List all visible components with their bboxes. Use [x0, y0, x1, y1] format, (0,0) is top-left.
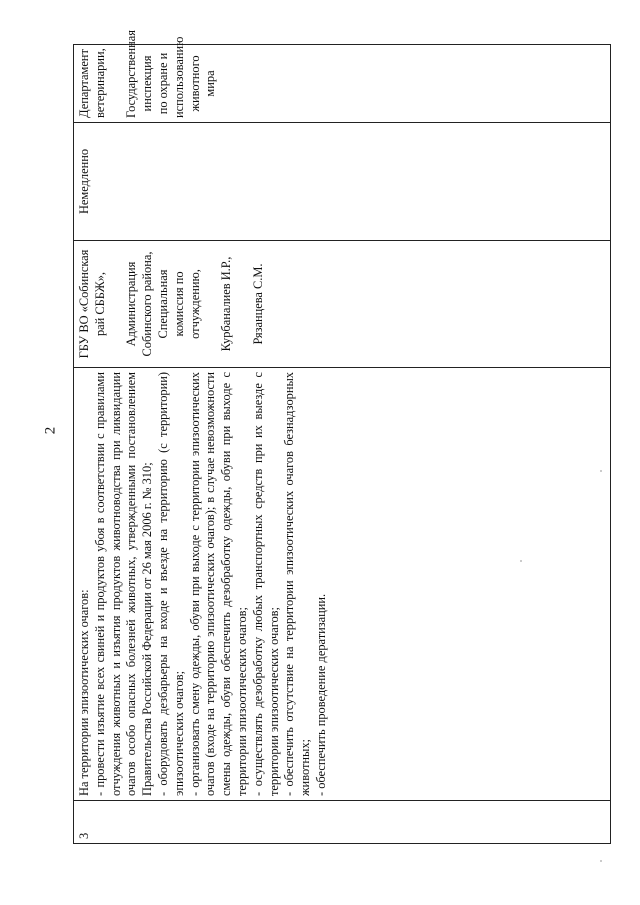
scan-speck: [600, 470, 602, 472]
supervisor-inspection: Государственная инспекция по охране и использованию животного мира: [124, 30, 218, 118]
measure-item: - обеспечить отсутствие на территории эпизоотических очагов безнадзорных животных;: [282, 372, 313, 796]
scan-speck: [520, 560, 522, 562]
supervisor-department: Департамент ветеринарии,: [77, 48, 107, 118]
row-number: 3: [77, 832, 91, 839]
measures-table: [73, 30, 611, 844]
rotated-table-wrapper: [73, 30, 611, 844]
measure-item: - обеспечить проведение дератизации.: [313, 593, 328, 796]
measures-heading: На территории эпизоотических очагов:: [77, 589, 91, 796]
row-number-cell: [74, 801, 611, 844]
page-number: 2: [42, 426, 59, 435]
responsible-institution: ГБУ ВО «Собинская рай СББЖ»,: [77, 249, 107, 359]
deadline: Немедленно: [77, 148, 91, 215]
measure-item: - оборудовать дезбарьеры на входе и въезде на территорию (с территории) эпизоотических очагов;: [155, 372, 186, 796]
responsible-cell: [74, 241, 611, 368]
table-row: [74, 45, 611, 844]
scan-speck: [600, 860, 602, 862]
responsible-commission: Специальная комиссия по отчуждению,: [155, 269, 202, 339]
responsible-administration: Администрация Собинского района,: [124, 251, 155, 357]
measure-item: - организовать смену одежды, обуви при выходе с территории эпизоотических очагов (входе на территорию эпизоотических очагов); в случае невозможности смены одежды, обуви обеспечить дезобработку одежды, обуви при выходе с территории эпизоотических очагов;: [187, 372, 249, 796]
measures-cell: [74, 368, 611, 801]
measure-item: - осуществлять дезобработку любых транспортных средств при их выезде с территории эпизоотических очагов;: [250, 372, 281, 796]
deadline-cell: [74, 123, 611, 241]
measure-item: - провести изъятие всех свиней и продуктов убоя в соответствии с правилами отчуждения животных и изъятия продуктов животноводства при ликвидации очагов особо опасных болезней животных, утвержденными постановлением Правительства Российской Федерации от 26 мая 2006 г. № 310;: [92, 372, 155, 796]
responsible-person: Курбаналиев И.Р.,: [219, 256, 234, 352]
responsible-person: Рязанцева С.М.: [250, 263, 265, 345]
supervision-cell: [74, 30, 611, 123]
